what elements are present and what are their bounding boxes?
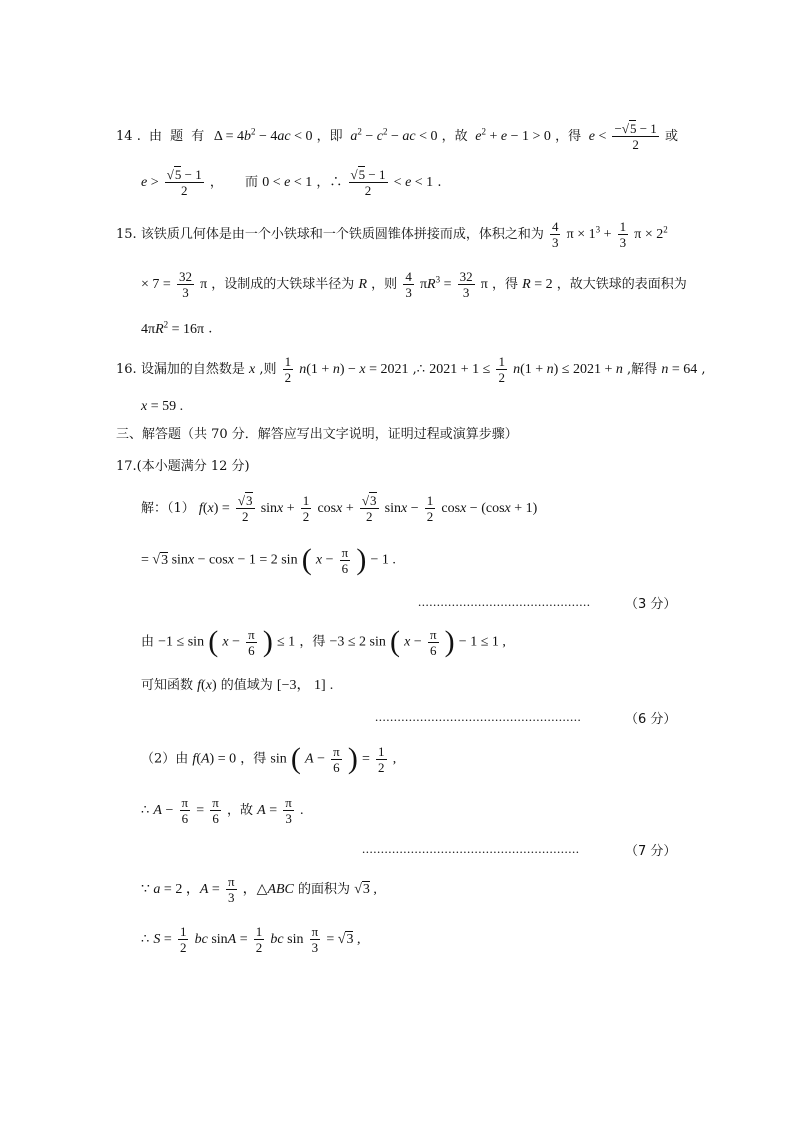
- p15-formula: R = 2: [522, 277, 553, 292]
- p14-text: 而: [245, 175, 259, 190]
- q17-formula: S =: [153, 932, 172, 947]
- p15-line2: [141, 270, 687, 299]
- q17-formula: =: [362, 751, 370, 767]
- q17-formula: −3 ≤ 2 sin: [329, 634, 386, 650]
- p14-fraction: $\frac{√5 - 1}{2}$: [166, 167, 202, 198]
- q17-text: ，得: [240, 751, 267, 767]
- q17-formula: x −: [222, 634, 240, 650]
- p16-formula: n = 64: [661, 362, 698, 377]
- p15-formula: $4\pi R^2 = 16\pi$: [141, 319, 205, 337]
- p15-variable: R: [358, 277, 368, 292]
- q17-formula: = √3 sinx − cosx − 1 = 2 sin: [141, 552, 298, 568]
- p16-fraction: $\frac{1}{2}$: [284, 354, 292, 385]
- p14-fraction: $\frac{-√5 - 1}{2}$: [614, 121, 657, 152]
- score-marker: （6 分）: [625, 712, 677, 727]
- q17-solution-label: 解：（1）: [141, 501, 195, 516]
- p14-formula: e >: [141, 175, 159, 190]
- p16-text: ,则: [259, 362, 277, 377]
- p15-formula: $\pi \times 1^3$ +: [566, 224, 612, 242]
- p14-text: 或: [664, 129, 678, 144]
- p14-line1: [116, 122, 678, 151]
- p15-formula: $\pi R^3$ =: [419, 274, 452, 292]
- p16-line2: [141, 400, 183, 414]
- p15-formula: π: [480, 277, 488, 292]
- p15-text: ，得: [492, 277, 519, 292]
- q17-formula: x −: [315, 552, 334, 568]
- q17-formula: f(A) = 0: [192, 751, 237, 767]
- score-dots: ..............................................: [418, 594, 591, 609]
- q17-formula: cosx − (cosx + 1): [441, 501, 538, 516]
- score-marker: （7 分）: [625, 844, 677, 859]
- q17-formula: ∵ a = 2 ，A =: [141, 882, 220, 897]
- p14-text: ，故: [441, 129, 468, 144]
- q17-part1-line3: 由 −1 ≤ sin ( x − $\frac{\pi}{6}$ ) ≤ 1 ，得 −3 ≤ 2 sin ( x − $\frac{\pi}{6}$ ) − 1 ≤ 1 ,: [141, 625, 506, 658]
- q17-formula: √3 ,: [354, 882, 377, 897]
- p15-line3: [141, 320, 212, 337]
- p14-text: . 由 题 有: [136, 129, 207, 144]
- q17-part1-line4: [141, 679, 333, 693]
- q17-text: ，故: [227, 803, 254, 818]
- p15-fraction: $\frac{32}{3}$: [178, 269, 192, 300]
- q17-formula: sinx −: [384, 501, 419, 516]
- q17-fraction: $\frac{√3}{2}$: [361, 493, 377, 524]
- q17-formula: bc sin: [270, 932, 304, 947]
- q17-fraction: $\frac{\pi}{3}$: [227, 874, 235, 905]
- q17-period: .: [329, 678, 334, 693]
- q17-formula: x −: [404, 634, 422, 650]
- q17-fraction: $\frac{\pi}{6}$: [341, 544, 349, 576]
- q17-formula: A −: [153, 803, 174, 818]
- p14-formula: $e^2 + e - 1 > 0$: [475, 126, 551, 144]
- q17-formula: sinx +: [260, 501, 295, 516]
- p15-formula: $\pi \times 2^2$: [634, 224, 668, 242]
- p14-line2: [141, 168, 441, 197]
- score-dots: .......................................................: [375, 709, 582, 724]
- q17-fraction: $\frac{\pi}{3}$: [285, 795, 292, 826]
- q17-part1-line2: = √3 sinx − cosx − 1 = 2 sin ( x − $\frac{\pi}{6}$ ) − 1 .: [141, 543, 396, 576]
- p15-text: ，故大铁球的表面积为: [556, 277, 687, 292]
- p14-formula: e <: [588, 129, 607, 144]
- p16-formula: n(1 + n) ≤ 2021 + n: [513, 362, 623, 377]
- q17-part1-line1: [141, 494, 537, 523]
- p16-text: 设漏加的自然数是: [140, 362, 245, 377]
- q17-formula: = √3 ,: [326, 932, 361, 947]
- p15-fraction: $\frac{4}{3}$: [405, 269, 412, 300]
- p14-text: ，: [209, 175, 223, 190]
- p15-number: 15.: [116, 227, 137, 242]
- q17-fraction: $\frac{1}{2}$: [426, 493, 434, 524]
- p15-formula: × 7 =: [141, 277, 171, 292]
- q17-text: 的面积为: [298, 882, 351, 897]
- q17-formula: −1 ≤ sin: [158, 634, 205, 650]
- p16-fraction: $\frac{1}{2}$: [498, 354, 505, 385]
- q17-therefore: ∴: [141, 803, 150, 818]
- q17-part2-line4: [141, 925, 360, 954]
- q17-fraction: $\frac{1}{2}$: [378, 743, 385, 775]
- p15-formula: π: [200, 277, 208, 292]
- score-dots: ..........................................................: [362, 841, 580, 856]
- p15-line1: [116, 220, 668, 249]
- q17-formula: f(x): [197, 678, 217, 693]
- p14-text: ，得: [555, 129, 582, 144]
- p14-period: .: [437, 175, 442, 190]
- p16-number: 16.: [116, 362, 137, 377]
- p15-text: ，则: [371, 277, 398, 292]
- p16-formula: x = 59 .: [141, 399, 184, 414]
- score-marker: （3 分）: [625, 597, 677, 612]
- section-heading: 三、解答题（共 70 分．解答应写出文字说明，证明过程或演算步骤）: [116, 427, 518, 442]
- p15-text: ，设制成的大铁球半径为: [211, 277, 355, 292]
- p14-number: 14: [116, 129, 133, 144]
- q17-text: ，得: [299, 634, 326, 650]
- q17-fraction: $\frac{√3}{2}$: [237, 493, 253, 524]
- q17-fraction: $\frac{1}{2}$: [179, 924, 187, 955]
- q17-part2-line3: [141, 875, 377, 904]
- q17-range: [−3， 1]: [276, 678, 326, 693]
- q17-text: 由: [141, 634, 155, 650]
- q17-fraction: $\frac{\pi}{6}$: [248, 626, 255, 658]
- p15-fraction: $\frac{32}{3}$: [459, 269, 473, 300]
- q17-formula: ，△ABC: [242, 882, 294, 897]
- p14-text: ，即: [316, 129, 343, 144]
- q17-formula: ≤ 1: [276, 634, 296, 650]
- p14-text: ，∴: [316, 175, 343, 190]
- p16-comma: ,: [701, 362, 706, 377]
- q17-fraction: $\frac{\pi}{6}$: [429, 626, 437, 658]
- q17-formula: − 1 .: [370, 552, 396, 568]
- q17-fraction: $\frac{\pi}{3}$: [311, 924, 319, 955]
- q17-fraction: $\frac{1}{2}$: [302, 493, 310, 524]
- p15-fraction: $\frac{4}{3}$: [551, 219, 559, 250]
- p14-formula: < e < 1: [393, 175, 434, 190]
- q17-fraction: $\frac{\pi}{6}$: [212, 795, 219, 826]
- q17-part2-line2: [141, 796, 304, 825]
- p16-text: ,解得: [627, 362, 658, 377]
- p14-formula: $a^2 - c^2$ − ac < 0: [350, 126, 438, 144]
- q17-formula: bc sinA =: [194, 932, 248, 947]
- p16-text: ,∴: [412, 362, 426, 377]
- p16-line1: [116, 355, 706, 384]
- q17-part2-line1: （2）由 f(A) = 0 ，得 sin ( A − $\frac{\pi}{6}$ ) = $\frac{1}{2}$ ,: [141, 742, 397, 775]
- q17-formula: f(x) =: [198, 501, 230, 516]
- q17-formula: − 1 ≤ 1 ,: [458, 634, 506, 650]
- p16-formula: 2021 + 1 ≤: [429, 362, 491, 377]
- q17-text: 可知函数: [141, 678, 194, 693]
- q17-fraction: $\frac{\pi}{6}$: [181, 795, 189, 826]
- p16-formula: n(1 + n) − x = 2021: [299, 362, 409, 377]
- p15-text: 该铁质几何体是由一个小铁球和一个铁质圆锥体拼接而成，体积之和为: [140, 227, 544, 242]
- q17-formula: A =: [257, 803, 278, 818]
- q17-text: 的值域为: [220, 678, 273, 693]
- q17-formula: sin: [270, 751, 287, 767]
- q17-formula: cosx +: [317, 501, 354, 516]
- q17-fraction: $\frac{1}{2}$: [255, 924, 263, 955]
- q17-formula: .: [300, 803, 304, 818]
- p15-period: .: [208, 321, 213, 337]
- p16-variable: x: [248, 362, 256, 377]
- q17-title: 17.(本小题满分 12 分): [116, 459, 250, 474]
- p14-formula-delta: $\Delta = 4b^2 - 4ac < 0$: [210, 126, 313, 144]
- p14-fraction: $\frac{√5 - 1}{2}$: [350, 167, 386, 198]
- q17-formula: ,: [392, 751, 397, 767]
- q17-fraction: $\frac{\pi}{6}$: [333, 743, 340, 775]
- q17-formula: =: [196, 803, 205, 818]
- q17-formula: A −: [305, 751, 325, 767]
- p14-formula: 0 < e < 1: [262, 175, 313, 190]
- p15-fraction: $\frac{1}{3}$: [619, 219, 627, 250]
- q17-text: （2）由: [141, 751, 189, 767]
- q17-therefore: ∴: [141, 932, 150, 947]
